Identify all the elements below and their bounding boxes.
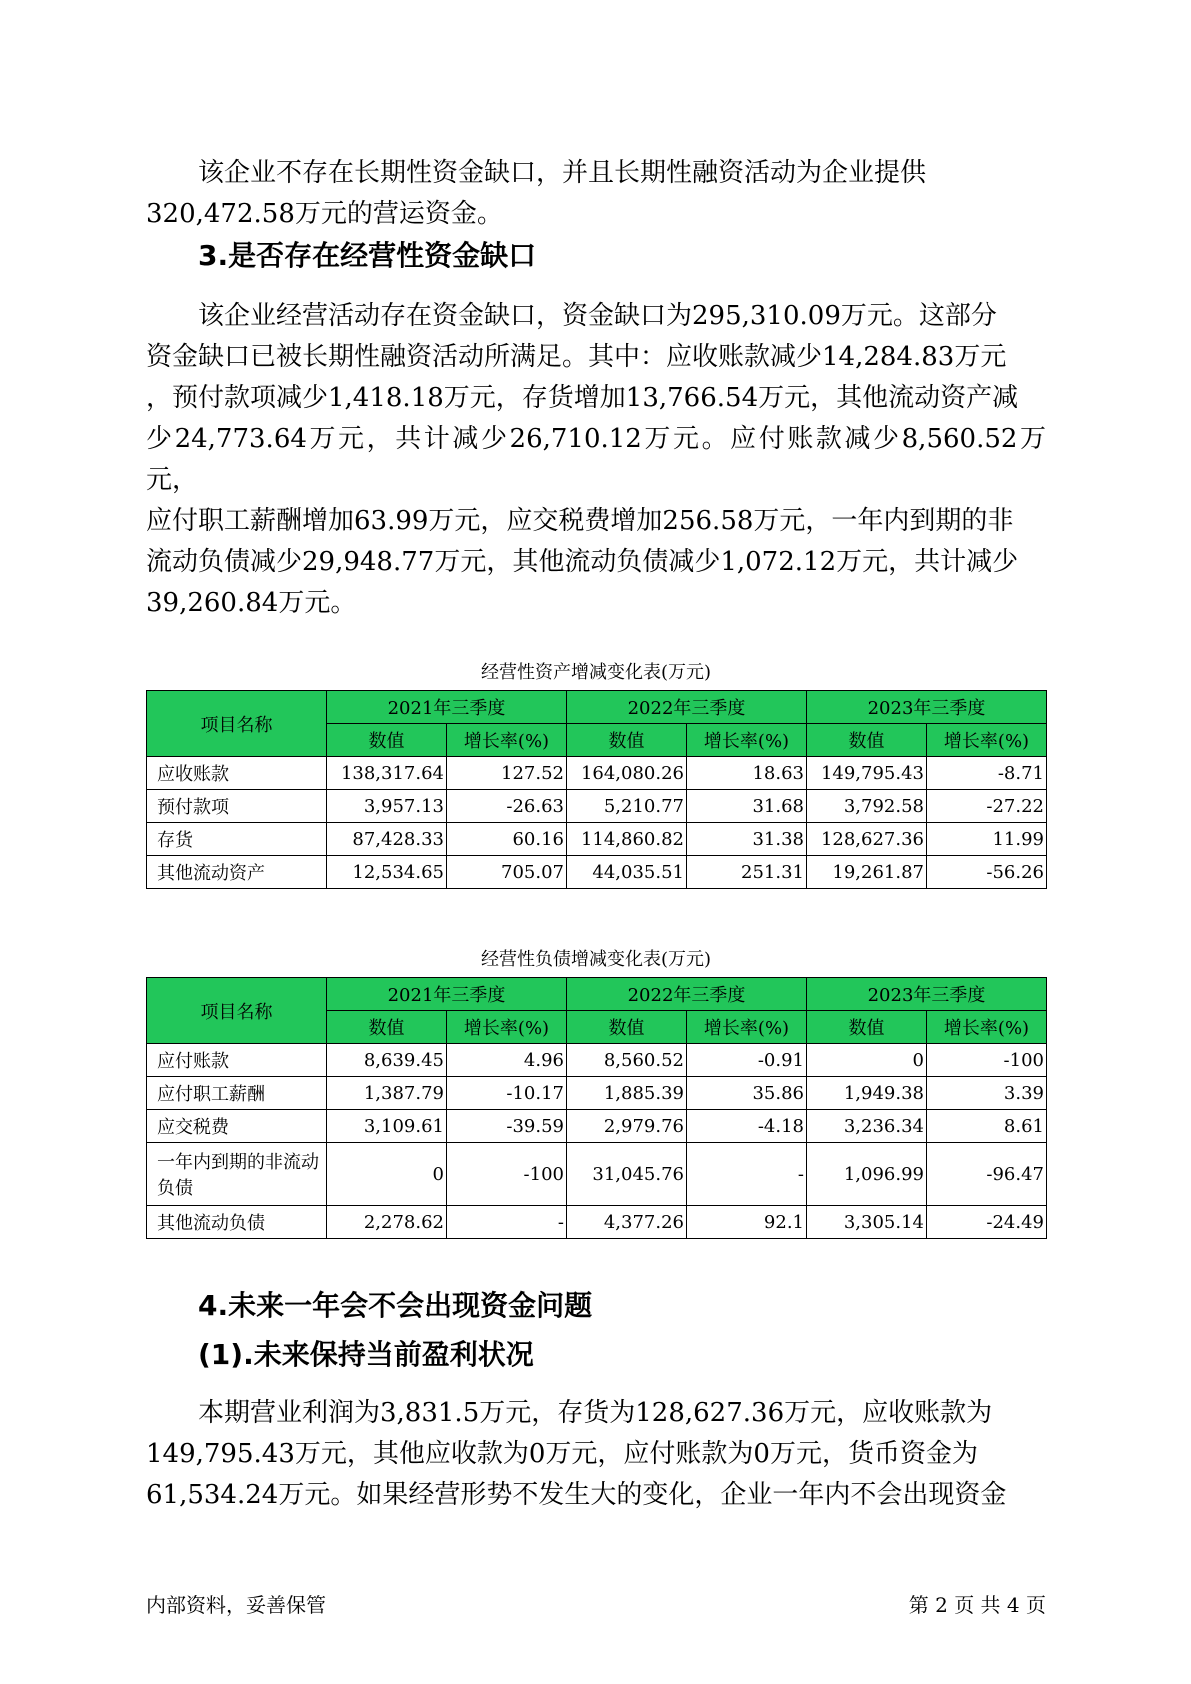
table-header-item: 项目名称 [147, 978, 327, 1044]
table-cell-name: 应交税费 [147, 1110, 327, 1143]
table-row [147, 1110, 1047, 1143]
table-subheader-growth: 增长率(%) [687, 1011, 807, 1044]
table-header-period: 2021年三季度 [327, 978, 567, 1011]
table-cell-name: 存货 [147, 823, 327, 856]
table-cell: 4,377.26 [567, 1206, 687, 1239]
table-cell: -27.22 [927, 790, 1047, 823]
table-cell: 3,792.58 [807, 790, 927, 823]
table-cell: 128,627.36 [807, 823, 927, 856]
table-cell: 0 [807, 1044, 927, 1077]
table-subheader-growth: 增长率(%) [927, 1011, 1047, 1044]
table-cell: -26.63 [447, 790, 567, 823]
table-row [147, 856, 1047, 889]
table-cell: 31.38 [687, 823, 807, 856]
table-cell: 31,045.76 [567, 1143, 687, 1206]
paragraph-line: 该企业不存在长期性资金缺口，并且长期性融资活动为企业提供 [198, 158, 927, 188]
section-heading-3: 3.是否存在经营性资金缺口 [198, 239, 537, 272]
table-row [147, 1206, 1047, 1239]
paragraph-line: 320,472.58万元的营运资金。 [146, 199, 503, 229]
table-cell: 3,305.14 [807, 1206, 927, 1239]
table-header-item: 项目名称 [147, 691, 327, 757]
table-cell: 31.68 [687, 790, 807, 823]
table-cell: - [447, 1206, 567, 1239]
paragraph-operating-gap [146, 296, 1046, 624]
table-subheader-growth: 增长率(%) [447, 724, 567, 757]
table-subheader-value: 数值 [567, 1011, 687, 1044]
table-caption-assets: 经营性资产增减变化表(万元) [480, 662, 712, 683]
table-cell: 705.07 [447, 856, 567, 889]
paragraph-line: 应付职工薪酬增加63.99万元，应交税费增加256.58万元，一年内到期的非 [146, 506, 1014, 536]
paragraph-line: 149,795.43万元，其他应收款为0万元，应付账款为0万元，货币资金为 [146, 1439, 978, 1469]
subsection-heading-4-1: (1).未来保持当前盈利状况 [198, 1338, 534, 1371]
table-row [147, 1077, 1047, 1110]
table-cell: 3.39 [927, 1077, 1047, 1110]
table-cell: 114,860.82 [567, 823, 687, 856]
table-subheader-value: 数值 [567, 724, 687, 757]
table-cell: -8.71 [927, 757, 1047, 790]
table-cell-name: 一年内到期的非流动负债 [147, 1143, 327, 1206]
table-subheader-growth: 增长率(%) [447, 1011, 567, 1044]
paragraph-line: 少24,773.64万元，共计减少26,710.12万元。应付账款减少8,560.52万元， [146, 424, 1046, 495]
paragraph-line: 流动负债减少29,948.77万元，其他流动负债减少1,072.12万元，共计减少 [146, 547, 1019, 577]
table-cell: 0 [327, 1143, 447, 1206]
table-cell-name: 预付款项 [147, 790, 327, 823]
footer-page-number: 第 2 页 共 4 页 [908, 1593, 1046, 1617]
paragraph-profit-status [146, 1393, 1046, 1516]
table-cell: -4.18 [687, 1110, 807, 1143]
table-cell: 19,261.87 [807, 856, 927, 889]
table-cell: -10.17 [447, 1077, 567, 1110]
table-cell: 1,096.99 [807, 1143, 927, 1206]
table-cell: 18.63 [687, 757, 807, 790]
footer-confidential-note: 内部资料，妥善保管 [146, 1593, 326, 1617]
table-cell: -0.91 [687, 1044, 807, 1077]
table-subheader-growth: 增长率(%) [927, 724, 1047, 757]
table-cell: -39.59 [447, 1110, 567, 1143]
table-cell: 1,387.79 [327, 1077, 447, 1110]
table-cell: 138,317.64 [327, 757, 447, 790]
paragraph-line: 该企业经营活动存在资金缺口，资金缺口为295,310.09万元。这部分 [198, 301, 997, 331]
table-cell-name: 应付职工薪酬 [147, 1077, 327, 1110]
table-cell: -100 [927, 1044, 1047, 1077]
table-subheader-growth: 增长率(%) [687, 724, 807, 757]
table-cell-name: 其他流动负债 [147, 1206, 327, 1239]
table-cell: -56.26 [927, 856, 1047, 889]
table-cell: 3,109.61 [327, 1110, 447, 1143]
table-row [147, 1044, 1047, 1077]
table-row [147, 757, 1047, 790]
table-cell: 11.99 [927, 823, 1047, 856]
table-cell-name: 应收账款 [147, 757, 327, 790]
operating-liabilities-table [146, 977, 1047, 1239]
table-row [147, 823, 1047, 856]
paragraph-line: 61,534.24万元。如果经营形势不发生大的变化，企业一年内不会出现资金 [146, 1480, 1007, 1510]
paragraph-line: 资金缺口已被长期性融资活动所满足。其中：应收账款减少14,284.83万元 [146, 342, 1007, 372]
table-cell: 87,428.33 [327, 823, 447, 856]
table-cell: 8,639.45 [327, 1044, 447, 1077]
table-caption-liabilities: 经营性负债增减变化表(万元) [480, 949, 712, 970]
table-cell: 1,885.39 [567, 1077, 687, 1110]
table-subheader-value: 数值 [807, 724, 927, 757]
table-header-period: 2023年三季度 [807, 978, 1047, 1011]
table-cell: 4.96 [447, 1044, 567, 1077]
table-cell: 127.52 [447, 757, 567, 790]
table-header-period: 2022年三季度 [567, 691, 807, 724]
table-cell: 149,795.43 [807, 757, 927, 790]
table-cell: 3,957.13 [327, 790, 447, 823]
table-header-period: 2021年三季度 [327, 691, 567, 724]
paragraph-line: ，预付款项减少1,418.18万元，存货增加13,766.54万元，其他流动资产减 [146, 383, 1019, 413]
table-subheader-value: 数值 [327, 1011, 447, 1044]
table-cell: -96.47 [927, 1143, 1047, 1206]
table-header-period: 2022年三季度 [567, 978, 807, 1011]
paragraph-line: 39,260.84万元。 [146, 588, 357, 618]
table-cell: 164,080.26 [567, 757, 687, 790]
table-cell: -24.49 [927, 1206, 1047, 1239]
table-cell: 92.1 [687, 1206, 807, 1239]
paragraph-long-term-financing [146, 153, 1046, 235]
table-cell: 12,534.65 [327, 856, 447, 889]
table-cell: -100 [447, 1143, 567, 1206]
table-row [147, 790, 1047, 823]
table-cell: 8.61 [927, 1110, 1047, 1143]
table-cell: 2,278.62 [327, 1206, 447, 1239]
operating-assets-table [146, 690, 1047, 889]
table-cell: - [687, 1143, 807, 1206]
table-cell-name: 其他流动资产 [147, 856, 327, 889]
table-cell: 44,035.51 [567, 856, 687, 889]
table-cell: 2,979.76 [567, 1110, 687, 1143]
table-header-period: 2023年三季度 [807, 691, 1047, 724]
table-cell: 8,560.52 [567, 1044, 687, 1077]
table-cell-name: 应付账款 [147, 1044, 327, 1077]
section-heading-4: 4.未来一年会不会出现资金问题 [198, 1289, 593, 1322]
table-subheader-value: 数值 [327, 724, 447, 757]
table-cell: 35.86 [687, 1077, 807, 1110]
table-row [147, 1143, 1047, 1206]
table-cell: 60.16 [447, 823, 567, 856]
table-cell: 3,236.34 [807, 1110, 927, 1143]
table-cell: 5,210.77 [567, 790, 687, 823]
table-cell: 251.31 [687, 856, 807, 889]
table-cell: 1,949.38 [807, 1077, 927, 1110]
paragraph-line: 本期营业利润为3,831.5万元，存货为128,627.36万元，应收账款为 [198, 1398, 993, 1428]
table-subheader-value: 数值 [807, 1011, 927, 1044]
